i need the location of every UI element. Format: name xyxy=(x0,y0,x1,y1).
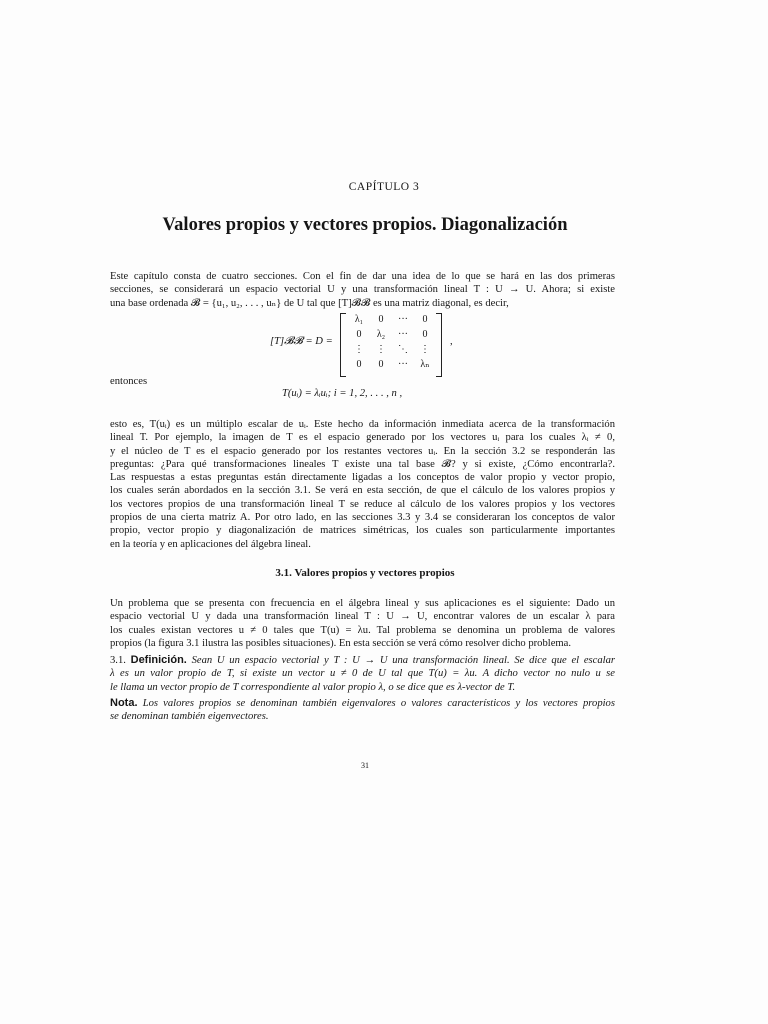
diagonal-matrix-equation xyxy=(270,313,470,377)
definition-first-line: Sean U un espacio vectorial y T : U → U una transformación lineal. Se dice que el escalar xyxy=(191,655,616,666)
intro-line: Este capítulo consta de cuatro secciones. Con el fin de dar una idea de lo que se hará en las dos primeras xyxy=(110,271,615,282)
chapter-title: Valores propios y vectores propios. Diagonalización xyxy=(162,215,568,235)
matrix-left-bracket xyxy=(340,313,346,377)
body-line: propios de una cierta matriz A. Por otro lado, en las secciones 3.3 y 3.4 se consideraran los conceptos de valor xyxy=(110,512,615,524)
matrix-cell: ⋮ xyxy=(420,344,430,355)
chapter-label: CAPÍTULO 3 xyxy=(348,181,420,193)
definition-title: Definición. xyxy=(130,654,187,666)
matrix-cell: 0 xyxy=(378,314,384,325)
note-first-line: Los valores propios se denominan también eigenvalores o valores característicos y los vectores propios xyxy=(142,698,615,709)
body-line: en la teoría y en aplicaciones del álgebra lineal. xyxy=(110,538,311,550)
definition-line: λ es un valor propio de T, si existe un vector u ≠ 0 de U tal que T(u) = λu. A dicho vector no nulo u se xyxy=(110,668,615,680)
matrix-cell: λₙ xyxy=(420,359,430,370)
intro-line: secciones, se considerará un espacio vectorial U y una transformación lineal T : U → U. Ahora; si existe xyxy=(110,284,615,296)
matrix-cell: λ₂ xyxy=(376,329,386,340)
note-line xyxy=(110,697,615,710)
matrix-lhs: [T]𝓑𝓑 = D = xyxy=(270,336,333,347)
note-block xyxy=(110,697,615,724)
matrix-cell: ⋱ xyxy=(398,344,408,355)
body-paragraph xyxy=(110,418,615,551)
note-title: Nota. xyxy=(110,697,138,709)
section-paragraph xyxy=(110,597,615,650)
matrix-cell: ⋮ xyxy=(354,344,364,355)
entonces-text: entonces xyxy=(110,376,148,387)
body-line: los cuales serán abordados en la sección 3.1. Se verá en esta sección, de que el cálculo de los valores propios y xyxy=(110,485,615,497)
definition-number: 3.1. xyxy=(110,655,126,666)
matrix-cell: ⋮ xyxy=(376,344,386,355)
matrix-cell: 0 xyxy=(422,329,428,340)
body-line: lineal T. Por ejemplo, la imagen de T es el espacio generado por los vectores uᵢ para los cuales λᵢ ≠ 0, xyxy=(110,432,615,444)
section-line: Un problema que se presenta con frecuencia en el álgebra lineal y sus aplicaciones es el siguiente: Dado un xyxy=(110,598,615,609)
intro-paragraph xyxy=(110,270,615,310)
section-line: propios (la figura 3.1 ilustra las posibles situaciones). En esta sección se verá cómo resolver dicho problema. xyxy=(110,637,571,649)
page-number: 31 xyxy=(361,761,369,770)
section-heading: 3.1. Valores propios y vectores propios xyxy=(275,567,455,579)
matrix-cell: 0 xyxy=(356,329,362,340)
definition-block xyxy=(110,654,615,694)
section-line: los cuales existan vectores u ≠ 0 tales que T(u) = λu. Tal problema se denomina un problema de valores xyxy=(110,624,615,636)
definition-line: le llama un vector propio de T correspondiente al valor propio λ, o se dice que es λ-vector de T. xyxy=(110,681,516,693)
matrix-cell: 0 xyxy=(422,314,428,325)
matrix-cell: λ₁ xyxy=(354,314,364,325)
eigen-equation: T(uᵢ) = λᵢuᵢ; i = 1, 2, . . . , n , xyxy=(282,388,403,399)
matrix-cell: 0 xyxy=(378,359,384,370)
matrix-cell: ··· xyxy=(398,329,408,340)
body-line: los vectores propios de una transformación lineal T se reduce al cálculo de los valores propios y los vectores xyxy=(110,498,615,510)
matrix-cell: 0 xyxy=(356,359,362,370)
definition-line xyxy=(110,654,615,667)
matrix-grid xyxy=(348,314,436,374)
matrix-trailing-comma: , xyxy=(450,336,453,347)
matrix-right-bracket xyxy=(436,313,442,377)
body-line: esto es, T(uᵢ) es un múltiplo escalar de uᵢ. Este hecho da información inmediata acerca de la transformación xyxy=(110,419,615,430)
body-line: preguntas: ¿Para qué transformaciones lineales T existe una tal base 𝓑? y si existe, ¿Cómo encontrarla?. xyxy=(110,458,615,470)
section-line: espacio vectorial U y dada una transformación lineal T : U → U, encontrar valores de un escalar λ para xyxy=(110,611,615,623)
intro-line: una base ordenada 𝓑 = {u₁, u₂, . . . , uₙ} de U tal que [T]𝓑𝓑 es una matriz diagonal, es decir, xyxy=(110,297,509,309)
matrix-cell: ··· xyxy=(398,359,408,370)
note-line: se denominan también eigenvectores. xyxy=(110,711,269,723)
body-line: Las respuestas a estas preguntas están directamente ligadas a los conceptos de valor propio y vector propio, xyxy=(110,472,615,484)
body-line: propio, vector propio y diagonalización de matrices simétricas, los cuales son particularmente importantes xyxy=(110,525,615,537)
body-line: y el núcleo de T es el espacio generado por los restantes vectores uᵢ. En la sección 3.2 se responderán las xyxy=(110,445,615,457)
matrix-cell: ··· xyxy=(398,314,408,325)
